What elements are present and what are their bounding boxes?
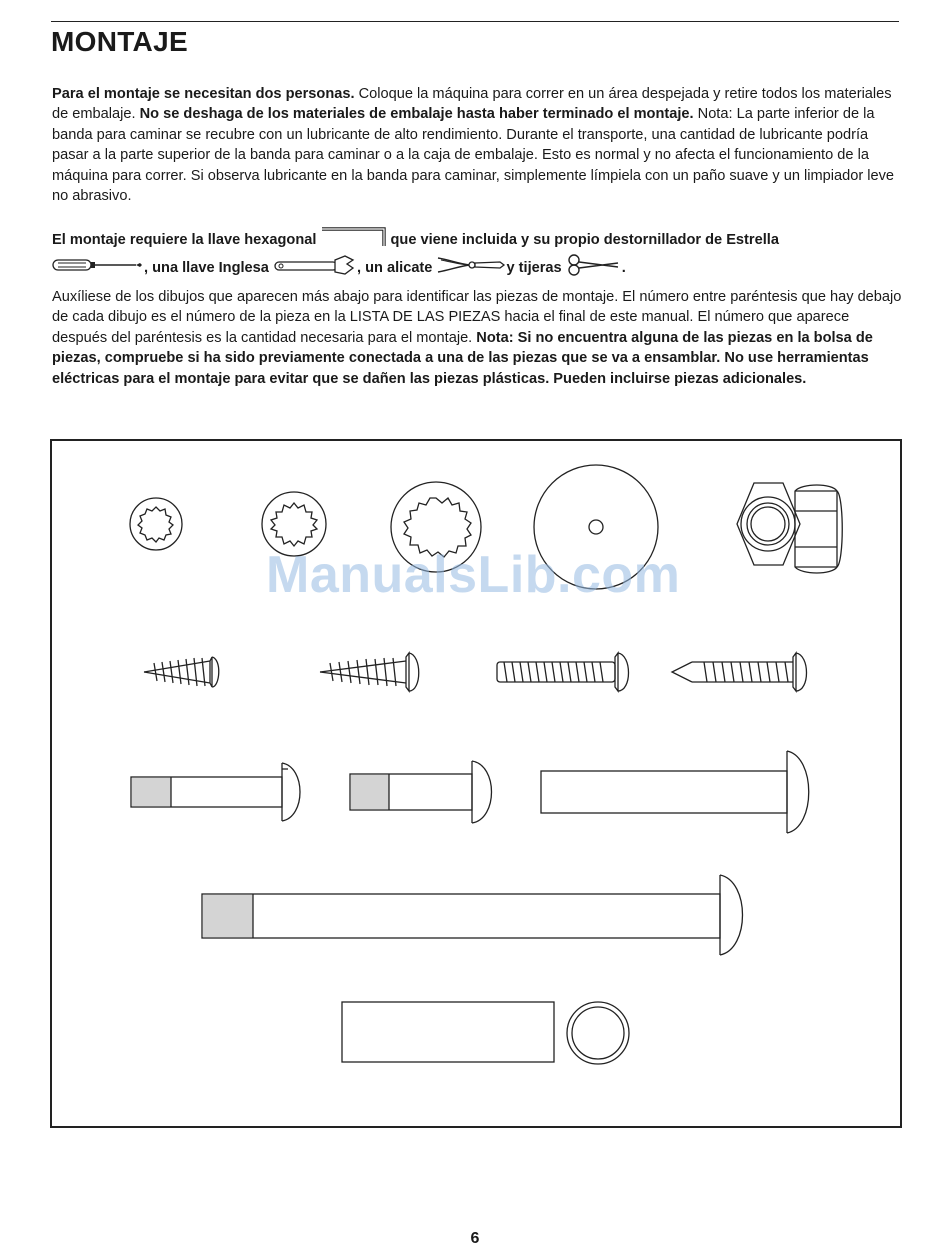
- tools-text-5: y tijeras: [506, 260, 562, 277]
- scissors-icon: [566, 254, 622, 282]
- bolt-extra-long: [202, 875, 743, 955]
- long-screw: [497, 653, 629, 691]
- tools-text-4: , un alicate: [356, 260, 433, 277]
- adjustable-wrench-icon: [273, 254, 357, 282]
- tools-paragraph: [52, 226, 902, 283]
- bolt-long: [541, 751, 809, 833]
- tools-text-6: .: [621, 260, 626, 277]
- parts-note-bold: Nota: Si no encuentra alguna de las piezas en la bolsa de piezas, compruebe si ha sido previamente conectada a una de las piezas que se va a ensamblar. No use herramientas eléctricas para el montaje para evitar que se dañen las piezas plásticas. Pueden incluirse piezas adicionales.: [52, 329, 873, 387]
- pliers-icon: [436, 254, 506, 282]
- tools-text-1: El montaje requiere la llave hexagonal: [52, 232, 317, 249]
- spacer: [342, 1002, 629, 1064]
- tools-text-3: , una llave Inglesa: [144, 260, 269, 277]
- parts-illustration-box: [50, 439, 902, 1128]
- page-title: MONTAJE: [51, 26, 188, 57]
- intro-text-1: Coloque la máquina para correr en un área despejada y retire todos los materiales de embalaje.: [52, 86, 892, 123]
- intro-text-2: Nota: La parte inferior de la banda para caminar se recubre con un lubricante de alto rendimiento. Durante el transporte, una cantidad de lubricante podría pasar a la parte superior de la banda para caminar o a la caja de embalaje. Esto es normal y no afecta el funcionamiento de la máquina para correr. Si observa lubricante en la banda para caminar, simplemente límpiela con un paño suave y un limpiador leve no abrasivo.: [52, 106, 895, 205]
- hex-key-icon: [320, 226, 390, 254]
- bolt-short: [131, 763, 300, 821]
- parts-note-text: Auxíliese de los dibujos que aparecen más abajo para identificar las piezas de montaje. El número entre paréntesis que hay debajo de cada dibujo es el número de la pieza en la LISTA DE LAS PIEZAS hacia el final de este manual. El número que aparece después del paréntesis es la cantidad necesaria para el montaje.: [52, 289, 902, 346]
- self-drilling-screw: [672, 653, 807, 691]
- short-screw: [144, 657, 219, 687]
- intro-bold-2: No se deshaga de los materiales de embalaje hasta haber terminado el montaje.: [139, 106, 694, 123]
- screwdriver-icon: [52, 257, 144, 279]
- page-number: 6: [470, 1230, 480, 1247]
- watermark: ManualsLib.com: [266, 546, 681, 604]
- medium-screw: [320, 653, 419, 691]
- intro-bold-1: Para el montaje se necesitan dos personas.: [52, 86, 355, 102]
- hex-nut: [737, 483, 800, 565]
- tools-text-2: que viene incluida y su propio destornillador de Estrella: [390, 232, 779, 249]
- small-star-washer: [130, 498, 182, 550]
- intro-paragraph: [52, 84, 902, 206]
- parts-note-paragraph: [52, 287, 902, 389]
- top-rule: [51, 21, 899, 22]
- lock-nut: [795, 485, 842, 573]
- bolt-medium: [350, 761, 492, 823]
